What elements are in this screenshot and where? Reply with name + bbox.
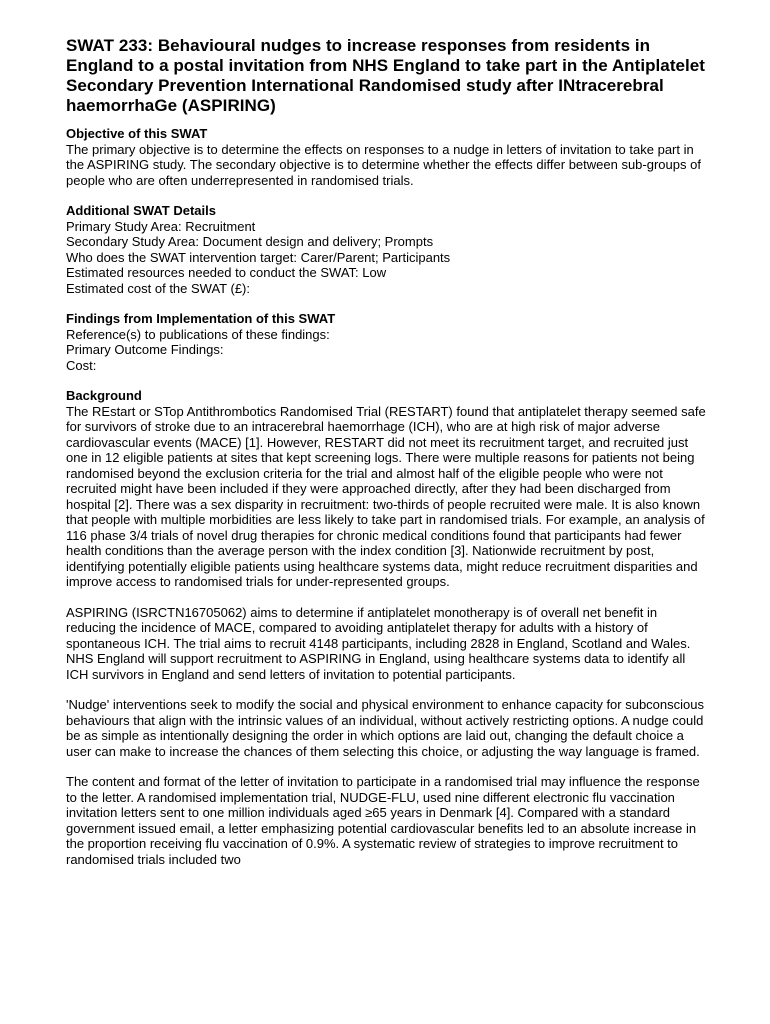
findings-line-cost: Cost: — [66, 357, 97, 373]
document-page — [66, 36, 706, 882]
background-heading: Background — [66, 388, 142, 403]
findings-line-primary-outcome: Primary Outcome Findings: — [66, 342, 224, 357]
objective-heading: Objective of this SWAT — [66, 126, 208, 141]
findings-line-references: Reference(s) to publications of these findings: — [66, 326, 330, 342]
objective-text: The primary objective is to determine the effects on responses to a nudge in letters of invitation to take part in the ASPIRING study. The secondary objective is to determine whether the effects differ between sub-groups of people who are often underrepresented in randomised trials. — [66, 141, 701, 188]
background-paragraph-letter: The content and format of the letter of invitation to participate in a randomised trial may influence the response to the letter. A randomised implementation trial, NUDGE-FLU, used nine different electronic flu vaccination invitation letters sent to one million individuals aged ≥65 years in Denmark [4]. Compared with a standard government issued email, a letter emphasizing potential cardiovascular benefits led to an absolute increase in the proportion receiving flu vaccination of 0.9%. A systematic review of strategies to improve recruitment to randomised trials included two — [66, 774, 700, 867]
details-section — [66, 203, 706, 296]
detail-line-secondary-study-area: Secondary Study Area: Document design and delivery; Prompts — [66, 234, 434, 249]
details-heading: Additional SWAT Details — [66, 203, 216, 218]
findings-heading: Findings from Implementation of this SWAT — [66, 311, 336, 326]
detail-line-intervention-target: Who does the SWAT intervention target: Carer/Parent; Participants — [66, 249, 451, 265]
findings-section — [66, 311, 706, 373]
detail-line-estimated-cost: Estimated cost of the SWAT (£): — [66, 280, 250, 296]
background-paragraph-aspiring: ASPIRING (ISRCTN16705062) aims to determine if antiplatelet monotherapy is of overall net benefit in reducing the incidence of MACE, compared to avoiding antiplatelet therapy for adults with a history of spontaneous ICH. The trial aims to recruit 4148 participants, including 2828 in England, Scotland and Wales. NHS England will support recruitment to ASPIRING in England, using healthcare systems data to identify all ICH survivors in England and send letters of invitation to potential participants. — [66, 604, 691, 682]
detail-line-primary-study-area: Primary Study Area: Recruitment — [66, 218, 256, 234]
background-section — [66, 388, 706, 867]
background-paragraph-nudge: 'Nudge' interventions seek to modify the social and physical environment to enhance capacity for subconscious behaviours that align with the intrinsic values of an individual, without actively restricting options. A nudge could be as simple as intentionally designing the order in which options are laid out, changing the default choice a user can make to increase the chances of them selecting this choice, or adjusting the way language is framed. — [66, 697, 704, 759]
objective-section — [66, 126, 706, 188]
background-paragraph-restart: The REstart or STop Antithrombotics Randomised Trial (RESTART) found that antiplatelet therapy seemed safe for survivors of stroke due to an intracerebral haemorrhage (ICH), who are at high risk of major adverse cardiovascular events (MACE) [1]. However, RESTART did not meet its recruitment target, and recruited just one in 12 eligible patients at sites that kept screening logs. There were multiple reasons for patients not being randomised beyond the exclusion criteria for the trial and almost half of the eligible people who were not recruited might have been included if they were approached directly, after they had been discharged from hospital [2]. There was a sex disparity in recruitment: two-thirds of people recruited were male. It is also known that people with multiple morbidities are less likely to take part in randomised trials. For example, an analysis of 116 phase 3/4 trials of novel drug therapies for chronic medical conditions found that participants had fewer health conditions than the average person with the index condition [3]. Nationwide recruitment by post, identifying potentially eligible patients using healthcare systems data, might reduce recruitment disparities and improve access to randomised trials for under-represented groups. — [66, 403, 706, 589]
detail-line-estimated-resources: Estimated resources needed to conduct the SWAT: Low — [66, 265, 387, 280]
document-title: SWAT 233: Behavioural nudges to increase responses from residents in England to a postal invitation from NHS England to take part in the Antiplatelet Secondary Prevention International Randomised study after INtracerebral haemorrhaGe (ASPIRING) — [66, 36, 706, 115]
